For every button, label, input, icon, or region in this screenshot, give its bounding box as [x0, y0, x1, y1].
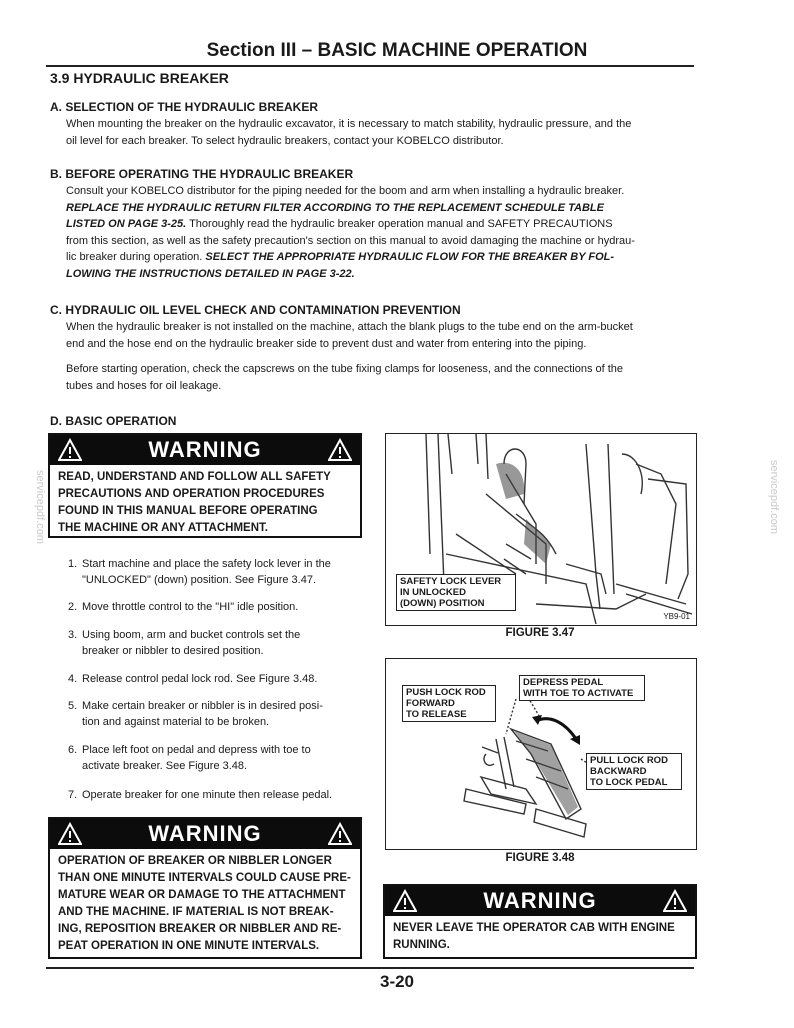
callout-push-lock-rod	[402, 685, 496, 722]
warning-line: OPERATION OF BREAKER OR NIBBLER LONGER	[58, 855, 332, 867]
section-c-heading: C. HYDRAULIC OIL LEVEL CHECK AND CONTAMINATION PREVENTION	[50, 303, 461, 317]
section-b-emphasis: REPLACE THE HYDRAULIC RETURN FILTER ACCORDING TO THE REPLACEMENT SCHEDULE TABLE	[66, 201, 604, 214]
warning-line: MATURE WEAR OR DAMAGE TO THE ATTACHMENT	[58, 889, 346, 901]
watermark-left: servicepdf.com	[34, 470, 46, 544]
section-c-line: When the hydraulic breaker is not installed on the machine, attach the blank plugs to the tube end on the arm-bucket	[66, 321, 633, 333]
step-number: 7.	[68, 789, 78, 801]
section-b-line: from this section, as well as the safety precaution's section on this manual to avoid damaging the machine or hydrau-	[66, 234, 635, 247]
section-a-line: oil level for each breaker. To select hydraulic breakers, contact your KOBELCO distributor.	[66, 134, 504, 147]
section-a-heading: A. SELECTION OF THE HYDRAULIC BREAKER	[50, 100, 319, 114]
section-c-line: Before starting operation, check the capscrews on the tube fixing clamps for looseness, and the connections of the	[66, 363, 624, 375]
warning-title: WARNING	[483, 888, 597, 913]
figure-3-47	[385, 433, 697, 626]
section-b-emphasis: LOWING THE INSTRUCTIONS DETAILED IN PAGE 3-22.	[66, 267, 355, 280]
warning-title: WARNING	[148, 437, 262, 462]
step-number: 5.	[68, 700, 78, 712]
step-text: tion and against material to be broken.	[82, 716, 270, 728]
callout-depress-pedal	[519, 675, 645, 701]
warning-line: READ, UNDERSTAND AND FOLLOW ALL SAFETY	[58, 471, 331, 483]
warning-line: AND THE MACHINE. IF MATERIAL IS NOT BREAK-	[58, 906, 334, 918]
warning-title: WARNING	[148, 821, 262, 846]
step-text: breaker or nibbler to desired position.	[82, 645, 264, 657]
warning-box	[48, 817, 362, 959]
section-b-text: lic breaker during operation.	[66, 251, 206, 263]
figure-3-47-caption: FIGURE 3.47	[505, 627, 575, 639]
callout-line: BACKWARD	[590, 766, 647, 777]
step-text: activate breaker. See Figure 3.48.	[82, 760, 248, 772]
section-c-line: tubes and hoses for oil leakage.	[66, 379, 222, 392]
callout-line: TO LOCK PEDAL	[590, 777, 668, 788]
step-text: Place left foot on pedal and depress with toe to	[82, 744, 311, 756]
warning-box	[48, 433, 362, 538]
callout-line: PULL LOCK ROD	[590, 755, 668, 766]
step-text: Release control pedal lock rod. See Figure 3.48.	[82, 673, 318, 685]
section-b-emphasis: LISTED ON PAGE 3-25.	[66, 218, 187, 230]
section-b-emphasis: SELECT THE APPROPRIATE HYDRAULIC FLOW FOR THE BREAKER BY FOL-	[205, 251, 615, 263]
warning-triangle-icon	[328, 438, 352, 462]
warning-line: PEAT OPERATION IN ONE MINUTE INTERVALS.	[58, 940, 320, 952]
section-d-heading: D. BASIC OPERATION	[50, 414, 177, 428]
warning-box	[383, 884, 697, 959]
warning-line: RUNNING.	[393, 939, 450, 951]
callout-line: (DOWN) POSITION	[400, 598, 485, 609]
section-b-line: Consult your KOBELCO distributor for the piping needed for the boom and arm when installing a hydraulic breaker.	[66, 185, 625, 197]
step-item	[68, 787, 360, 803]
watermark-right: servicepdf.com	[768, 460, 780, 534]
callout-pull-lock-rod	[586, 753, 682, 790]
warning-triangle-icon	[328, 822, 352, 846]
section-c-para1	[66, 319, 698, 352]
step-number: 4.	[68, 673, 78, 685]
warning-banner	[50, 435, 360, 465]
step-item	[68, 627, 360, 659]
figure-3-48	[385, 658, 697, 850]
step-item	[68, 556, 360, 588]
callout-line: WITH TOE TO ACTIVATE	[523, 688, 634, 699]
figure-code: YB9-01	[663, 612, 690, 621]
step-item	[68, 671, 360, 687]
step-item	[68, 599, 360, 615]
step-number: 2.	[68, 601, 78, 613]
step-text: Start machine and place the safety lock lever in the	[82, 558, 331, 570]
callout-line: FORWARD	[406, 698, 455, 709]
section-c-para2	[66, 361, 698, 394]
warning-line: NEVER LEAVE THE OPERATOR CAB WITH ENGINE	[393, 922, 675, 934]
callout-line: PUSH LOCK ROD	[406, 687, 486, 698]
section-b-body	[66, 183, 698, 282]
warning-text	[50, 465, 360, 541]
step-text: Operate breaker for one minute then release pedal.	[82, 789, 333, 801]
callout-safety-lock-lever	[396, 574, 516, 611]
step-text: "UNLOCKED" (down) position. See Figure 3.47.	[82, 574, 317, 586]
warning-line: THAN ONE MINUTE INTERVALS COULD CAUSE PRE-	[58, 872, 351, 884]
section-c-line: end and the hose end on the hydraulic breaker side to prevent dust and water from entering into the piping.	[66, 337, 587, 350]
warning-text	[50, 849, 360, 959]
callout-line: SAFETY LOCK LEVER	[400, 576, 502, 587]
subsection-title: 3.9 HYDRAULIC BREAKER	[50, 70, 229, 86]
warning-line: FOUND IN THIS MANUAL BEFORE OPERATING	[58, 505, 318, 517]
figure-3-48-caption: FIGURE 3.48	[505, 852, 575, 864]
header-rule	[46, 65, 694, 67]
footer-rule	[46, 967, 694, 969]
step-text: Move throttle control to the "HI" idle position.	[82, 601, 299, 613]
step-number: 6.	[68, 744, 78, 756]
callout-line: IN UNLOCKED	[400, 587, 466, 598]
callout-line: TO RELEASE	[406, 709, 467, 720]
section-a-line: When mounting the breaker on the hydraulic excavator, it is necessary to match stability, hydraulic pressure, and the	[66, 118, 632, 130]
step-item	[68, 742, 360, 774]
warning-banner	[50, 819, 360, 849]
warning-text	[385, 916, 695, 958]
section-a-body	[66, 116, 696, 149]
warning-line: THE MACHINE OR ANY ATTACHMENT.	[58, 522, 268, 534]
section-b-text: Thoroughly read the hydraulic breaker operation manual and SAFETY PRECAUTIONS	[186, 218, 613, 230]
step-number: 3.	[68, 629, 78, 641]
warning-line: PRECAUTIONS AND OPERATION PROCEDURES	[58, 488, 325, 500]
section-b-heading: B. BEFORE OPERATING THE HYDRAULIC BREAKER	[50, 167, 354, 181]
callout-line: DEPRESS PEDAL	[523, 677, 604, 688]
section-title: Section III – BASIC MACHINE OPERATION	[206, 40, 588, 61]
step-item	[68, 698, 360, 730]
step-text: Using boom, arm and bucket controls set the	[82, 629, 301, 641]
step-number: 1.	[68, 558, 78, 570]
warning-triangle-icon	[663, 889, 687, 913]
step-text: Make certain breaker or nibbler is in desired posi-	[82, 700, 323, 712]
warning-line: ING, REPOSITION BREAKER OR NIBBLER AND RE-	[58, 923, 342, 935]
page-number: 3-20	[379, 972, 415, 991]
warning-banner	[385, 886, 695, 916]
